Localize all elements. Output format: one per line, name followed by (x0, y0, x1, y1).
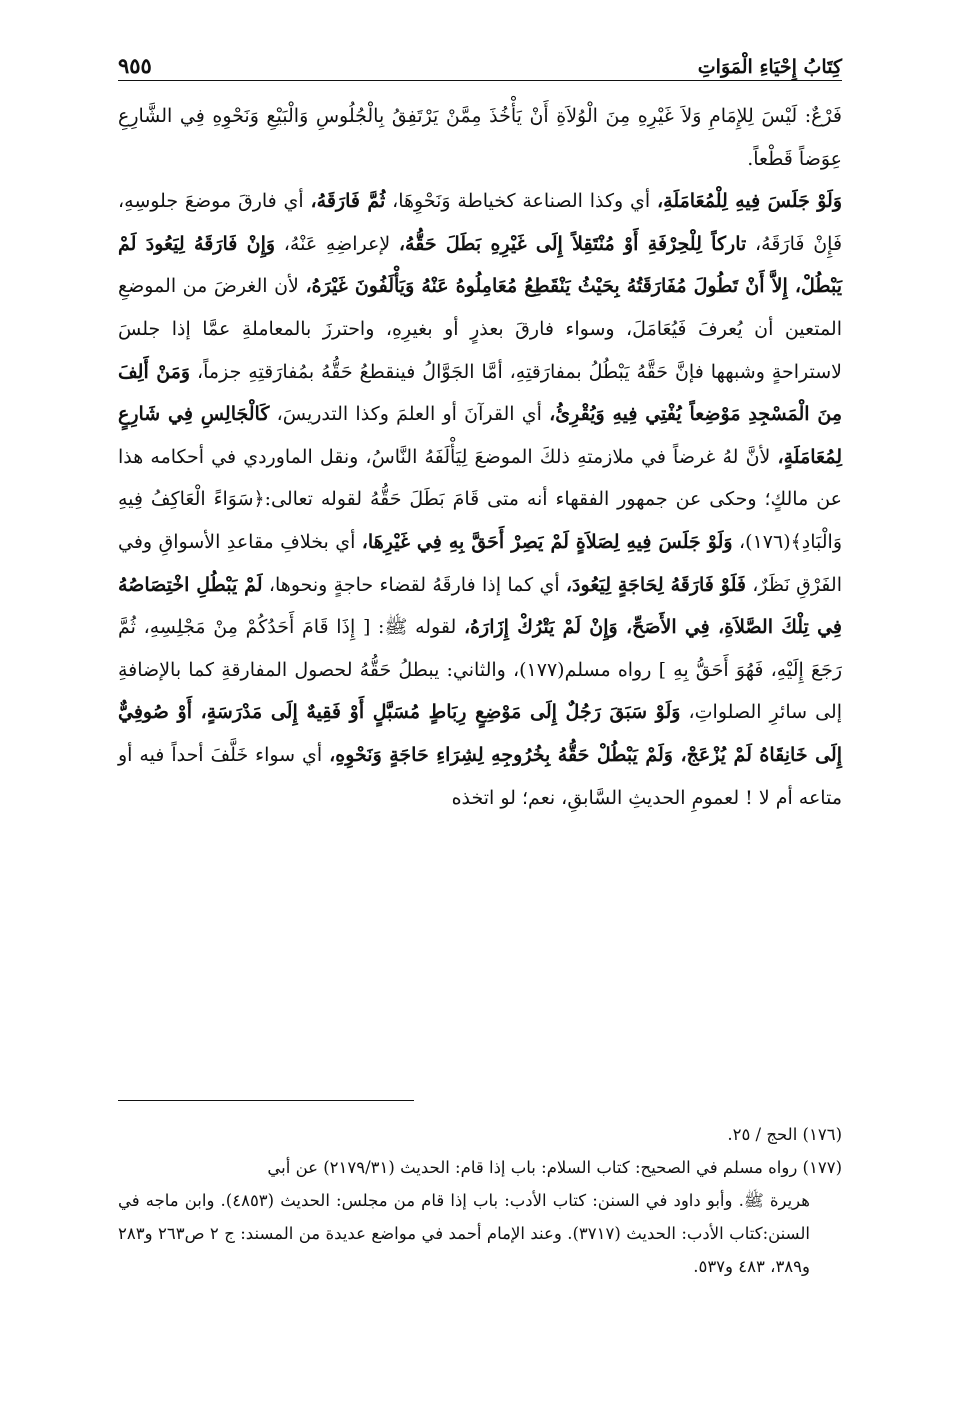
page (118, 42, 843, 1276)
main-paragraph (118, 180, 842, 819)
sharh-segment: لإعراضِهِ عَنْهُ، (275, 232, 399, 255)
matn-segment: وَإِنْ فَارَقَهُ لِيَعُودَ لَمْ يَبْطُلْ، إِلاَّ أَنْ تَطُولَ مُفَارَقَتُهُ بِحَيْثُ يَنْقَطِعُ مُعَامِلُوهُ عَنْهُ وَيَأْلَفُونَ غَيْرَهُ، (118, 232, 843, 298)
sharh-segment: أي سواء خَلَّفَ أحداً فيه أو متاعه أم لا ! لعمومِ الحديثِ السَّابقِ، نعم؛ لو اتخذه (118, 743, 842, 809)
page-number: ٩٥٥ (118, 53, 152, 78)
footnote-ref-176: (١٧٦) (745, 530, 791, 553)
matn-segment: فَلَوْ فَارَقَهُ لِحَاجَةٍ لِيَعُودَ، (565, 573, 746, 596)
footnote-176: (١٧٦) الحج / ٢٥. (727, 1125, 842, 1144)
branch-paragraph: فَرْعٌ: لَيْسَ لِلإِمَامِ وَلاَ غَيْرِهِ مِنَ الْوُلاَةِ أَنْ يَأْخُذَ مِمَّنْ يَرْتَفِقُ بِالْجُلُوسِ وَالْبَيْعِ وَنَحْوِهِ فِي الشَّارِعِ عِوَضاً قَطْعاً. (118, 105, 842, 170)
matn-segment: كَالْجَالِسِ فِي شَارِعٍ لِمُعَامَلَةٍ، (118, 403, 842, 468)
sharh-segment: أي بخلافِ مقاعدِ الأسواقِ وفي الفَرْقِ نَظَرٌ، (118, 530, 842, 596)
sharh-segment: لأن الغرضَ من الموضعِ المتعين أن يُعرفَ فَيُعَامَلَ، وسواء فارقَ بعذرٍ أو بغيرِهِ، واحترزَ بالمعاملةِ عمَّا إذا جلسَ لاستراحةٍ وشبهها فإنَّ حَقَّهُ يَبْطُلُ بمفارَقتِهِ، أمَّا الجَوَّالُ فينقطعُ حَقُّهُ بمُفارَقتِهِ جزماً، (118, 275, 842, 383)
sharh-segment: أي كما إذا فارقَهُ لقضاء حاجةٍ ونحوها، (262, 573, 566, 596)
sharh-segment: ، (732, 530, 746, 553)
matn-segment: وَلَوْ سَبَقَ رَجُلٌ إِلَى مَوْضِعٍ رِبَاطٍ مُسَبَّلٍ أَوْ فَقِيهٌ إِلَى مَدْرَسَةٍ، أَوْ صُوفِيٌّ إِلَى خَانِقَاهُ لَمْ يُزْعَجْ، وَلَمْ يَبْطُلْ حَقُّهُ بِخُرُوجِهِ لِشِرَاءِ حَاجَةٍ وَنَحْوِهِ، (118, 701, 842, 766)
sharh-segment: ، والثاني: يبطلُ حَقُّهُ لحصول المفارقةِ كما بالإضافةِ إلى سائرِ الصلواتِ، (118, 658, 843, 724)
matn-segment: تاركاً لِلْحِرْفَةِ أَوْ مُنْتَقِلاً إِلَى غَيْرِهِ بَطَلَ حَقُّهُ، (398, 232, 747, 255)
footnote-separator (118, 1100, 414, 1101)
sharh-segment: لقوله ﷺ: [ إِذَا قَامَ أَحَدُكُمْ مِنْ مَجْلِسِهِ، ثُمَّ رَجَعَ إِلَيْهِ، فَهُوَ أَحَقُّ بِهِ ] رواه مسلم (118, 616, 842, 681)
page-header (118, 42, 842, 81)
footnote-177-continued: هريرة ﷺ. وأبو داود في السنن: كتاب الأدب: باب إذا قام من مجلس: الحديث (٤٨٥٣). وابن ماجه في السنن:كتاب الأدب: الحديث (٣٧١٧). وعند الإمام أحمد في مواضع عديدة من المسند: ج ٢ ص٢٦٣ و٢٨٣ و٣٨٩، ٤٨٣ و٥٣٧. (118, 1191, 810, 1276)
sharh-segment: أي وكذا الصناعة كخياطة وَنَحْوِهَا، (385, 190, 657, 213)
running-title: كِتَابُ إِحْيَاءِ الْمَوَاتِ (697, 56, 842, 78)
matn-segment: وَمَنْ أَلِفَ مِنَ الْمَسْجِدِ مَوْضِعاً يُفْتِي فِيهِ وَيُقْرِئُ، (118, 360, 842, 426)
footnote-177: (١٧٧) رواه مسلم في الصحيح: كتاب السلام: باب إذا قام: الحديث (٢١٧٩/٣١) عن أبي (267, 1158, 842, 1177)
sharh-segment: أي القرآنَ أو العلمَ وكذا التدريسَ، (269, 403, 550, 426)
matn-segment: وَلَوْ جَلَسَ فِيهِ لِصَلاَةٍ لَمْ يَصِرْ أَحَقَّ بِهِ فِي غَيْرِهَا، (361, 530, 733, 553)
sharh-segment: لأنَّ لهُ غرضاً في ملازمتهِ ذلكَ الموضعَ لِيَأْلَفَهُ النَّاسُ، ونقل الماوردي في أحكامه هذا عن مالكٍ؛ وحكى عن جمهور الفقهاء أنه متى قَامَ بَطَلَ حَقُّهُ لقوله تعالى:﴿سَوَاءً الْعَاكِفُ فِيهِ وَالْبَادِ﴾ (118, 445, 842, 553)
footnote-ref-177: (١٧٧) (519, 658, 565, 681)
matn-segment: ثُمَّ فَارَقَهُ، (310, 190, 386, 213)
main-text (118, 95, 842, 819)
footnotes (118, 1118, 842, 1283)
matn-segment: لَمْ يَبْطُلِ اخْتِصَاصُهُ فِي تِلْكَ الصَّلاَةِ، فِي الأَصَحِّ، وَإِنْ لَمْ يَتْرُكْ إِزَارَهُ، (118, 573, 842, 639)
matn-segment: وَلَوْ جَلَسَ فِيهِ لِلْمُعَامَلَةِ، (657, 190, 842, 213)
sharh-segment: أي فارقَ موضعَ جلوسِهِ، فَإِنْ فَارَقَهُ، (118, 190, 843, 255)
